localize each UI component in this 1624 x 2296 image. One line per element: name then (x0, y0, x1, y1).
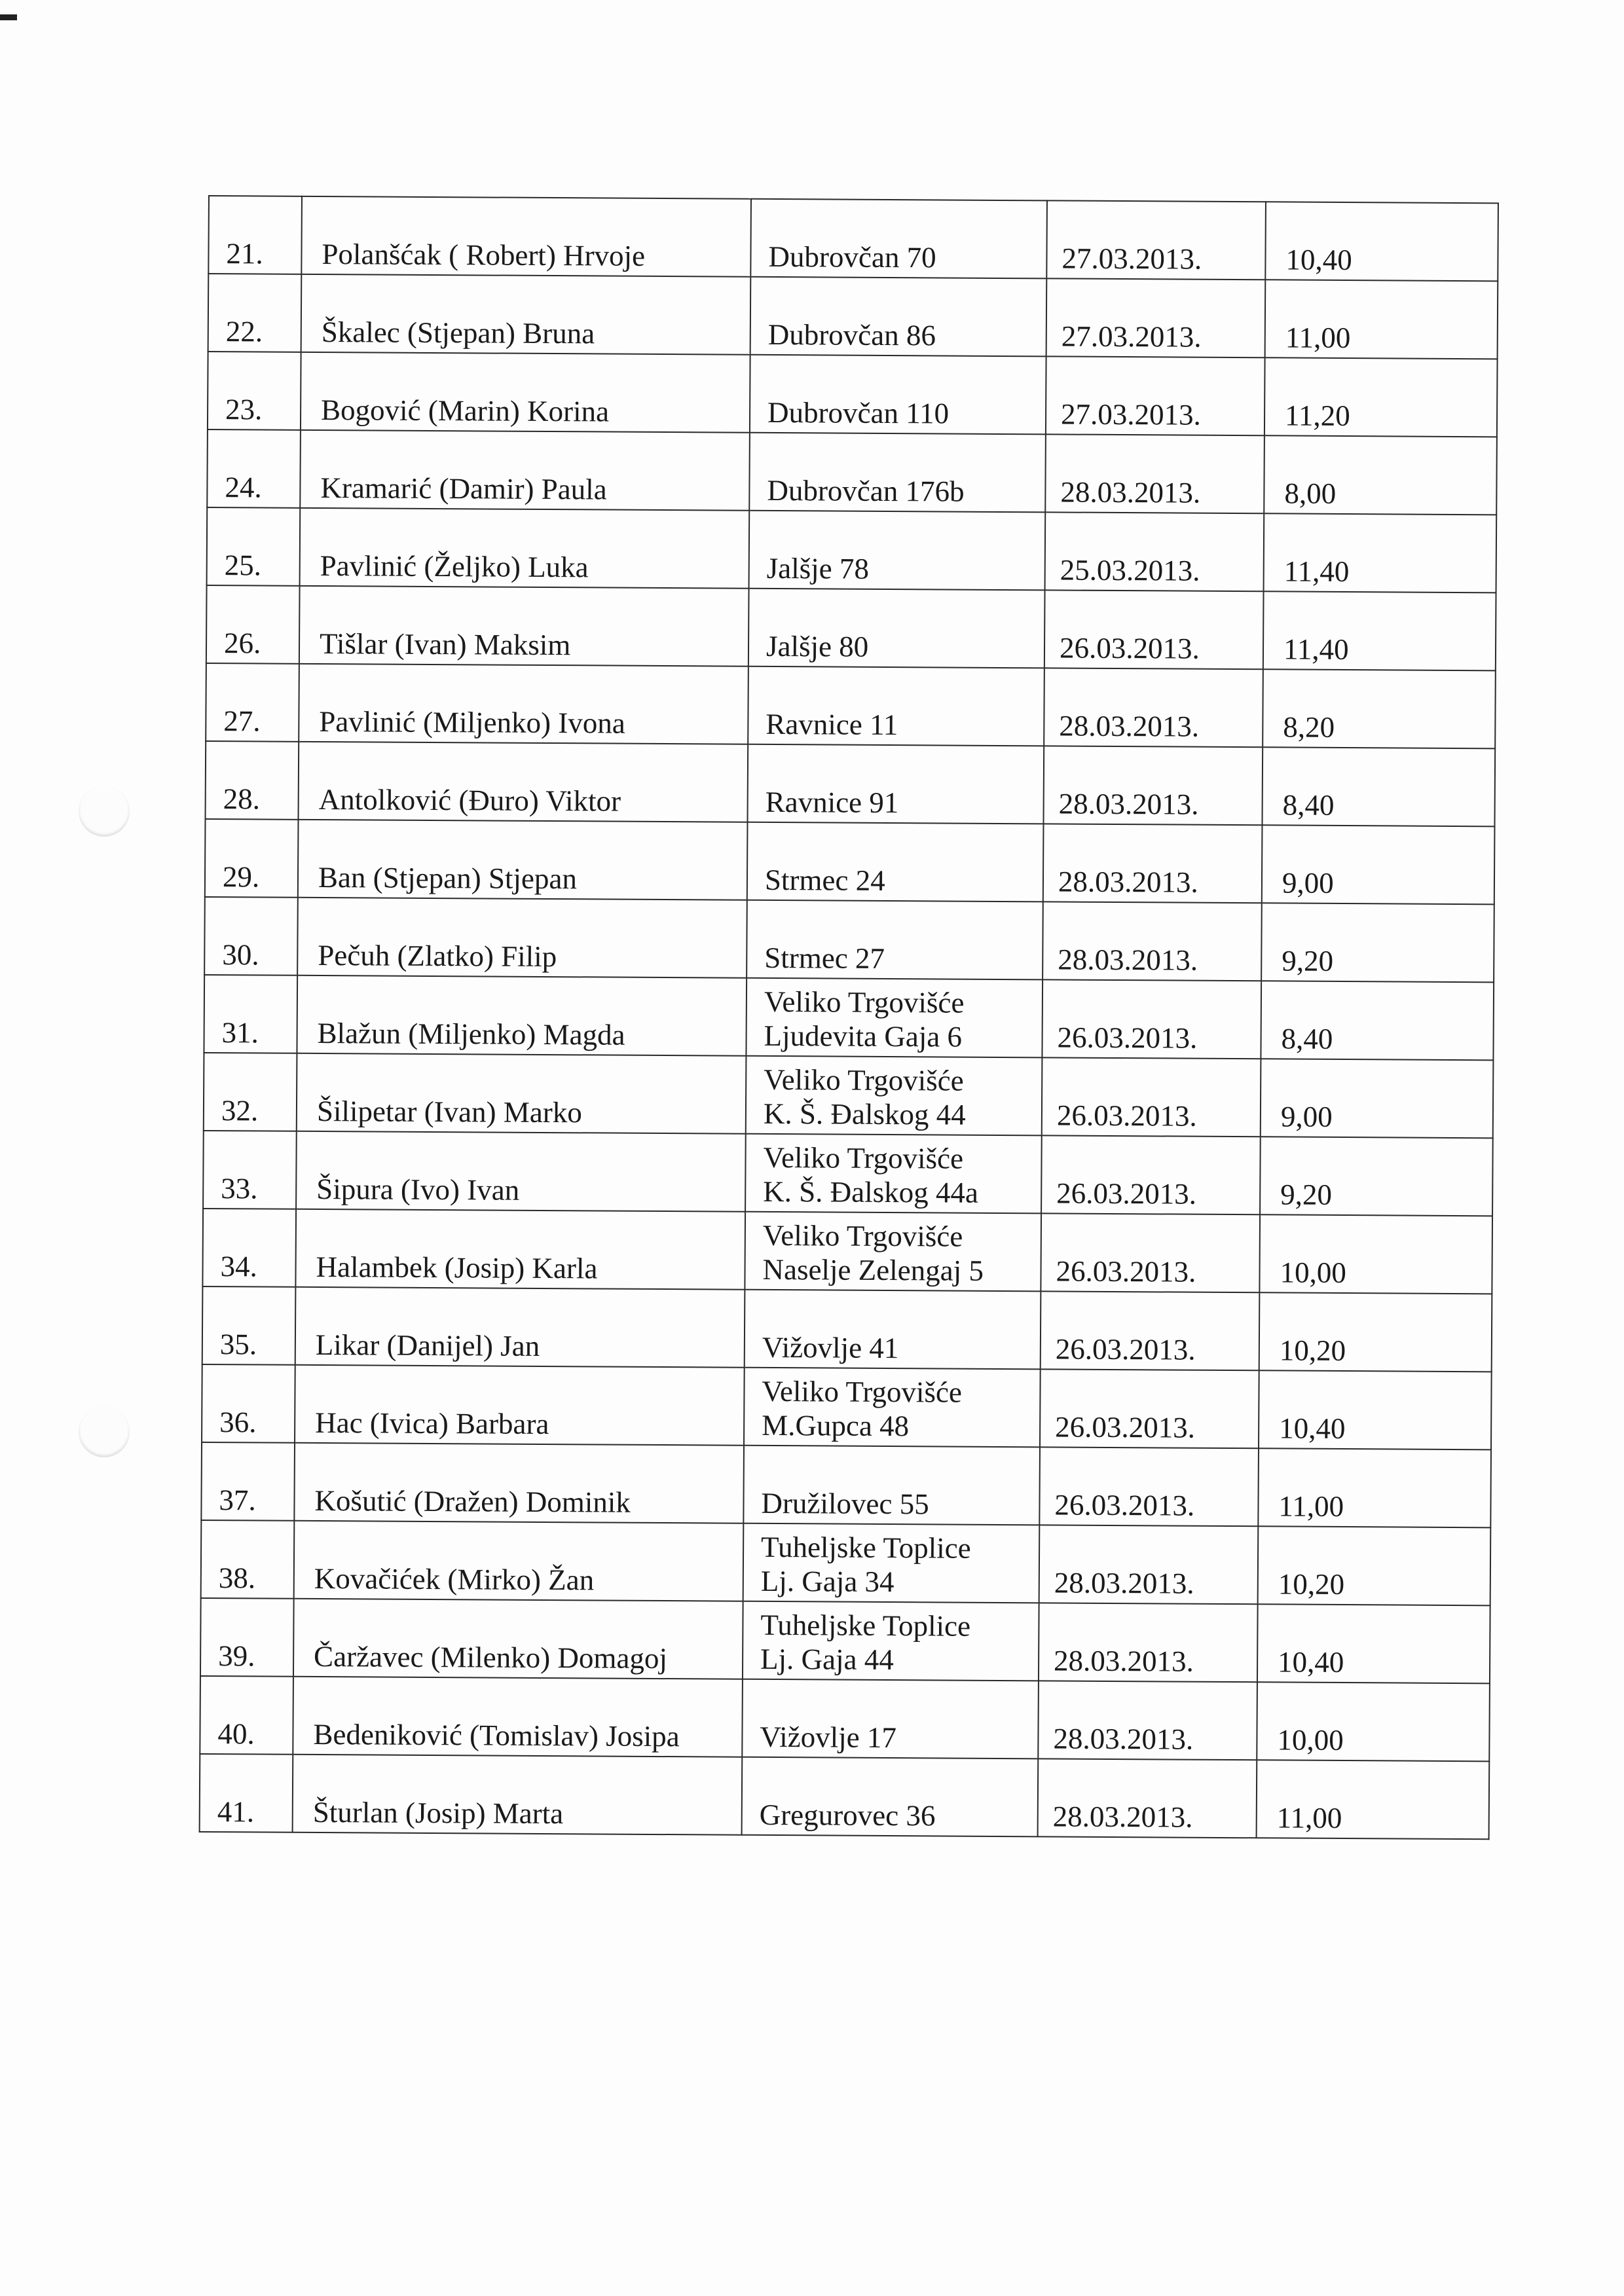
name-cell: Šturlan (Josip) Marta (293, 1755, 743, 1835)
row-number-cell: 34. (202, 1209, 296, 1287)
date-cell: 27.03.2013. (1046, 278, 1266, 357)
address-cell (749, 511, 1046, 591)
row-number-cell: 21. (208, 196, 302, 274)
amount-cell: 8,40 (1261, 981, 1494, 1060)
name-cell: Šipura (Ivo) Ivan (296, 1131, 746, 1212)
amount-cell: 11,00 (1258, 1448, 1491, 1527)
address-line: Ravnice 11 (766, 707, 898, 742)
row-number-cell: 38. (201, 1520, 295, 1599)
address-line: Vižovlje 17 (760, 1720, 897, 1755)
address-line: Strmec 27 (764, 941, 885, 975)
address-cell (744, 1368, 1041, 1448)
date-cell: 26.03.2013. (1042, 1057, 1261, 1137)
page-corner-mark (0, 14, 17, 20)
amount-cell: 9,00 (1261, 1059, 1494, 1138)
address-line: Vižovlje 41 (762, 1330, 899, 1365)
amount-cell: 8,00 (1264, 435, 1497, 515)
address-line: Jalšje 80 (766, 629, 869, 663)
address-line: Veliko Trgovišće (763, 1140, 964, 1175)
address-line: Ravnice 91 (765, 785, 899, 820)
amount-cell: 10,00 (1257, 1682, 1490, 1761)
table-row (200, 1676, 1490, 1761)
row-number-cell: 37. (201, 1442, 295, 1521)
table-container (199, 195, 1472, 1840)
name-cell: Polanšćak ( Robert) Hrvoje (301, 196, 751, 277)
date-cell: 28.03.2013. (1038, 1758, 1257, 1838)
name-cell: Tišlar (Ivan) Maksim (299, 586, 749, 666)
address-cell (743, 1523, 1040, 1603)
date-cell: 28.03.2013. (1039, 1525, 1259, 1604)
amount-cell: 10,20 (1259, 1292, 1492, 1372)
address-line: Dubrovčan 86 (767, 318, 936, 352)
name-cell: Pavlinić (Željko) Luka (300, 508, 750, 589)
table-row (204, 975, 1494, 1060)
name-cell: Ban (Stjepan) Stjepan (298, 820, 748, 900)
address-cell (750, 355, 1046, 435)
address-line: K. Š. Đalskog 44 (763, 1097, 966, 1131)
name-cell: Čaržavec (Milenko) Domagoj (293, 1599, 743, 1679)
name-cell: Blažun (Miljenko) Magda (297, 975, 747, 1056)
address-cell (747, 900, 1043, 980)
table-row (206, 585, 1496, 670)
row-number-cell: 40. (200, 1676, 293, 1755)
table-row (208, 196, 1498, 281)
name-cell: Bogović (Marin) Korina (301, 352, 750, 433)
date-cell: 28.03.2013. (1038, 1681, 1257, 1760)
row-number-cell: 28. (206, 741, 299, 820)
name-cell: Antolković (Đuro) Viktor (299, 742, 748, 822)
address-cell (748, 666, 1044, 746)
address-line: Veliko Trgovišće (764, 985, 965, 1019)
address-line: Dubrovčan 176b (767, 473, 965, 508)
row-number-cell: 32. (204, 1053, 297, 1131)
amount-cell: 11,40 (1264, 513, 1497, 592)
address-cell (749, 433, 1046, 513)
date-cell: 26.03.2013. (1040, 1369, 1259, 1448)
name-cell: Košutić (Dražen) Dominik (294, 1443, 744, 1523)
name-cell: Bedeniković (Tomislav) Josipa (293, 1677, 743, 1757)
row-number-cell: 27. (206, 663, 299, 742)
amount-cell: 10,40 (1259, 1370, 1492, 1449)
address-line: Veliko Trgovišće (762, 1218, 963, 1253)
table-row (207, 507, 1497, 592)
table-row (206, 663, 1496, 748)
table-row (205, 819, 1495, 904)
punch-hole (79, 1406, 130, 1457)
row-number-cell: 36. (202, 1364, 295, 1443)
address-line: M.Gupca 48 (762, 1408, 910, 1443)
row-number-cell: 30. (204, 897, 298, 975)
amount-cell: 10,00 (1259, 1214, 1492, 1294)
address-cell (743, 1601, 1039, 1681)
date-cell: 25.03.2013. (1045, 512, 1264, 591)
table-row (204, 897, 1494, 982)
table-row (200, 1598, 1490, 1683)
amount-cell: 11,20 (1264, 357, 1498, 437)
date-cell: 28.03.2013. (1043, 746, 1263, 825)
row-number-cell: 24. (207, 429, 301, 508)
amount-cell: 11,40 (1263, 591, 1496, 670)
address-line: Lj. Gaja 34 (760, 1564, 895, 1599)
address-cell (746, 978, 1043, 1058)
address-cell (748, 589, 1045, 668)
address-line: Družilovec 55 (761, 1486, 929, 1521)
date-cell: 28.03.2013. (1043, 824, 1263, 903)
date-cell: 27.03.2013. (1046, 200, 1266, 280)
row-number-cell: 33. (203, 1131, 297, 1209)
amount-cell: 11,00 (1265, 280, 1498, 359)
date-cell: 28.03.2013. (1043, 902, 1262, 981)
address-line: Lj. Gaja 44 (760, 1642, 894, 1677)
table-row (202, 1364, 1492, 1449)
row-number-cell: 29. (205, 819, 299, 898)
table-row (202, 1209, 1492, 1294)
amount-cell: 9,20 (1261, 903, 1494, 982)
address-line: Gregurovec 36 (759, 1798, 936, 1832)
address-line: Veliko Trgovišće (764, 1063, 964, 1097)
address-line: Naselje Zelengaj 5 (762, 1252, 984, 1287)
address-cell (750, 199, 1047, 279)
date-cell: 27.03.2013. (1046, 356, 1265, 435)
table-row (202, 1286, 1492, 1372)
amount-cell: 9,00 (1262, 825, 1495, 904)
amount-cell: 10,40 (1265, 202, 1498, 281)
name-cell: Halambek (Josip) Karla (295, 1209, 745, 1290)
date-cell: 26.03.2013. (1041, 1135, 1261, 1214)
date-cell: 26.03.2013. (1041, 1213, 1260, 1292)
date-cell: 28.03.2013. (1044, 668, 1263, 747)
punch-hole (79, 786, 130, 837)
table-row (206, 741, 1496, 826)
registration-table (199, 195, 1499, 1840)
table-row (204, 1053, 1494, 1138)
table-row (207, 429, 1497, 515)
address-line: K. Š. Đalskog 44a (763, 1175, 979, 1209)
name-cell: Kovačićek (Mirko) Žan (294, 1521, 744, 1601)
amount-cell: 8,40 (1262, 747, 1495, 826)
row-number-cell: 35. (202, 1286, 296, 1365)
address-line: Tuheljske Toplice (760, 1608, 971, 1643)
table-row (208, 352, 1498, 437)
date-cell: 28.03.2013. (1045, 434, 1264, 513)
address-line: Strmec 24 (764, 863, 885, 897)
table-body (200, 196, 1498, 1839)
amount-cell: 10,40 (1257, 1604, 1490, 1683)
address-cell (745, 1134, 1042, 1214)
address-line: Ljudevita Gaja 6 (764, 1019, 963, 1053)
table-row (201, 1520, 1491, 1605)
address-line: Tuheljske Toplice (760, 1530, 971, 1565)
row-number-cell: 22. (208, 274, 302, 352)
address-cell (747, 744, 1044, 824)
address-line: Dubrovčan 70 (768, 240, 936, 274)
amount-cell: 9,20 (1260, 1137, 1493, 1216)
table-row (201, 1442, 1491, 1527)
address-cell (750, 277, 1047, 357)
name-cell: Likar (Danijel) Jan (295, 1287, 745, 1368)
amount-cell: 11,00 (1257, 1760, 1490, 1839)
name-cell: Pečuh (Zlatko) Filip (297, 898, 747, 978)
address-line: Veliko Trgovišće (762, 1374, 963, 1409)
address-cell (747, 822, 1044, 902)
name-cell: Šilipetar (Ivan) Marko (297, 1053, 747, 1134)
address-cell (742, 1679, 1039, 1759)
address-line: Dubrovčan 110 (767, 395, 950, 430)
address-cell (743, 1446, 1040, 1525)
address-line: Jalšje 78 (766, 551, 870, 585)
table-row (208, 274, 1498, 359)
row-number-cell: 31. (204, 975, 297, 1053)
row-number-cell: 23. (208, 352, 301, 430)
address-cell (742, 1757, 1039, 1837)
date-cell: 26.03.2013. (1041, 1291, 1260, 1370)
table-row (200, 1754, 1490, 1839)
name-cell: Kramarić (Damir) Paula (300, 430, 750, 511)
date-cell: 26.03.2013. (1042, 979, 1261, 1059)
date-cell: 26.03.2013. (1039, 1447, 1259, 1526)
address-cell (745, 1290, 1041, 1370)
row-number-cell: 25. (207, 507, 301, 586)
address-cell (745, 1212, 1041, 1292)
date-cell: 28.03.2013. (1039, 1603, 1258, 1682)
name-cell: Škalec (Stjepan) Bruna (301, 274, 751, 355)
row-number-cell: 39. (200, 1598, 294, 1677)
amount-cell: 8,20 (1263, 669, 1496, 748)
row-number-cell: 26. (206, 585, 300, 664)
name-cell: Pavlinić (Miljenko) Ivona (299, 664, 748, 744)
address-cell (746, 1056, 1043, 1136)
row-number-cell: 41. (200, 1754, 293, 1832)
table-row (203, 1131, 1493, 1216)
name-cell: Hac (Ivica) Barbara (295, 1365, 745, 1446)
amount-cell: 10,20 (1258, 1526, 1491, 1605)
date-cell: 26.03.2013. (1044, 590, 1264, 669)
